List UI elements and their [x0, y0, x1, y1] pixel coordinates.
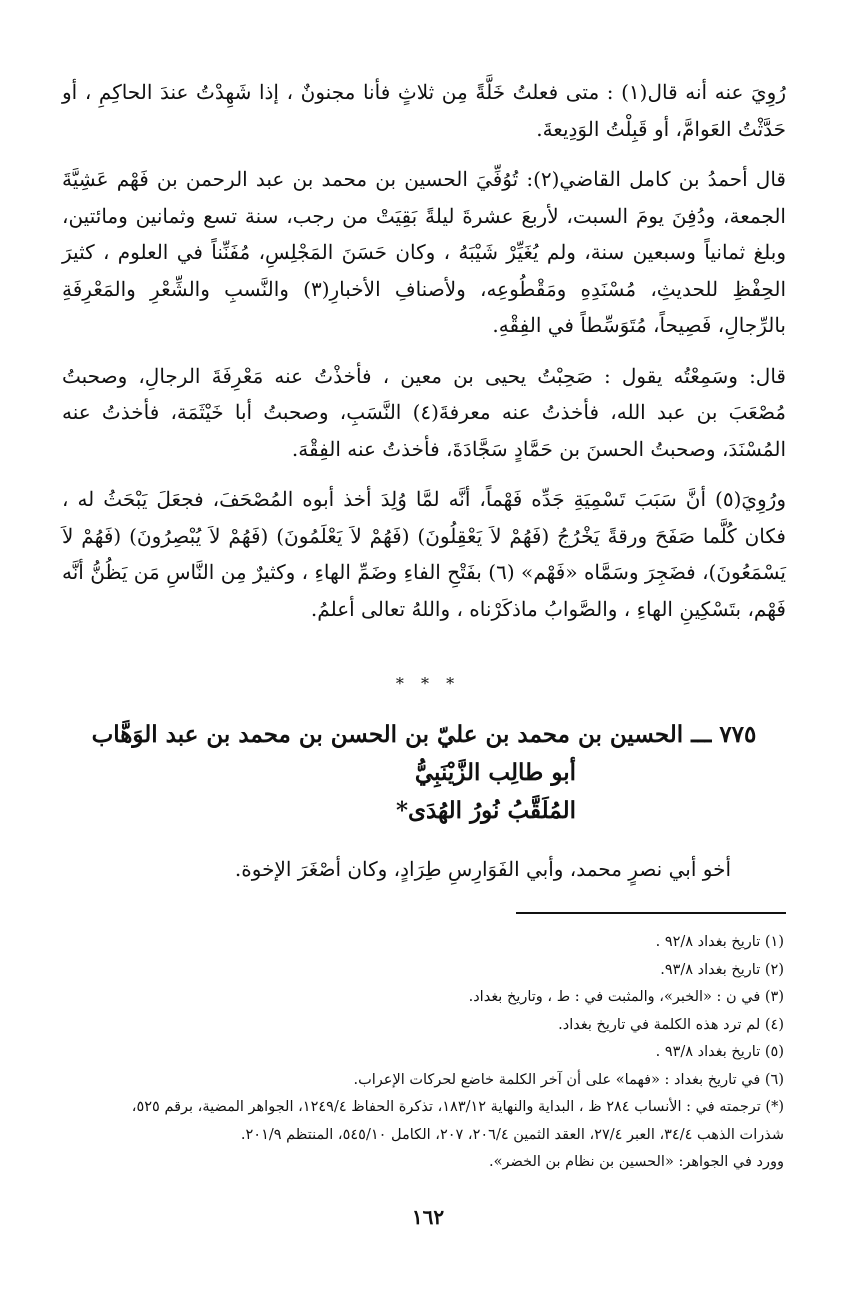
footnote: (١) تاريخ بغداد ٩٢/٨ .	[655, 934, 784, 950]
footnote-divider	[516, 912, 786, 914]
paragraph-name-origin: ورُوِيَ(٥) أنَّ سَبَبَ تَسْمِيَةِ جَدِّه فَهْماً، أنَّه لمَّا وُلِدَ أخذ أبوه المُصْحَفَ، فجعَلَ يَبْحَثُ له ، فكان كُلَّما صَفَحَ ورقةً يَخْرُجُ (فَهُمْ لاَ يَعْقِلُونَ) (فَهُمْ لاَ يَعْلَمُونَ) (فَهُمْ لاَ يُبْصِرُونَ) (فَهُمْ لاَ يَسْمَعُونَ)، فضَجِرَ وسَمَّاه «فَهْم» (٦) بفَتْحِ الفاءِ وضَمِّ الهاءِ ، وكثيرٌ مِن النَّاسِ مَن يَظُنُّ أنَّه فَهْم، بتَسْكِينِ الهاءِ ، والصَّوابُ ماذكَرْناه ، واللهُ تعالى أعلمُ.	[62, 487, 786, 621]
entry-kunya: أبو طالِب الزَّيْنَبِيُّ	[414, 759, 576, 786]
paragraph-teachers: قال: وسَمِعْتُه يقول : صَحِبْتُ يحيى بن معين ، فأخذْتُ عنه مَعْرِفَةَ الرجالِ، وصحبتُ مُصْعَبَ بن عبد الله، فأخذتُ عنه معرفةَ(٤) النَّسَبِ، وصحبتُ أبا خَيْثَمَة، فأخذتُ عنه المُسْنَدَ، وصحبتُ الحسنَ بن حَمَّادٍ سَجَّادَةَ، فأخذتُ عنه الفِقْهَ.	[62, 363, 786, 461]
footnote: (٤) لم ترد هذه الكلمة في تاريخ بغداد.	[558, 1016, 784, 1033]
footnote-continuation: شذرات الذهب ٣٤/٤، العبر ٢٧/٤، العقد الثمين ٢٠٦/٤، ٢٠٧، الكامل ٥٤٥/١٠، المنتظم ٢٠١/٩.	[240, 1126, 784, 1143]
footnote: (٦) في تاريخ بغداد : «فهما» على أن آخر الكلمة خاضع لحركات الإعراب.	[353, 1071, 784, 1088]
entry-description: أخو أبي نصرٍ محمد، وأبي الفَوَارِسِ طِرَادٍ، وكان أصْغَرَ الإخوة.	[234, 857, 731, 881]
paragraph-narration: رُوِيَ عنه أنه قال(١) : متى فعلتُ خَلَّةً مِن ثلاثٍ فأنا مجنونٌ ، إذا شَهِدْتُ عندَ الحاكِمِ ، أو حَدَّثْتُ العَوامَّ، أو قَبِلْتُ الوَدِيعةَ.	[62, 80, 786, 141]
biography-entry-heading	[62, 716, 786, 830]
footnote: (*) ترجمته في : الأنساب ٢٨٤ ظ ، البداية والنهاية ١٨٣/١٢، تذكرة الحفاظ ١٢٤٩/٤، الجواهر المضية، برقم ٥٢٥،	[131, 1099, 784, 1115]
footnotes	[62, 929, 784, 1177]
footnote: (٣) في ن : «الخبر»، والمثبت في : ط ، وتاريخ بغداد.	[468, 989, 784, 1005]
paragraph-death-report: قال أحمدُ بن كامل القاضي(٢): تُوُفِّيَ الحسين بن محمد بن عبد الرحمن بن فَهْم عَشِيَّةَ الجمعة، ودُفِنَ يومَ السبت، لأربعَ عشرةَ ليلةً بَقِيَتْ من رجب، سنة تسع وثمانين ومائتين، وبلغ ثمانياً وسبعين سنة، ولم يُغَيِّرْ شَيْبَهُ ، وكان حَسَنَ المَجْلِسِ، مُفَنِّناً في العلوم ، كثيرَ الحِفْظِ للحديثِ، مُسْنَدِهِ ومَقْطُوعِه، ولأصنافِ الأخبارِ(٣) والنَّسبِ والشِّعْرِ والمَعْرِفَةِ بالرِّجالِ، فَصِيحاً، مُتَوَسِّطاً في الفِقْهِ.	[62, 167, 786, 337]
footnote: (٥) تاريخ بغداد ٩٣/٨ .	[655, 1044, 784, 1060]
entry-title: ٧٧٥ ـــ الحسين بن محمد بن عليّ بن الحسن بن محمد بن عبد الوَهَّاب	[91, 721, 757, 748]
entry-laqab: المُلَقَّبُ نُورُ الهُدَى*	[395, 797, 576, 824]
main-text	[62, 74, 786, 641]
section-separator: * * *	[395, 674, 461, 693]
footnote: (٢) تاريخ بغداد ٩٣/٨.	[660, 961, 784, 978]
footnote-continuation: وورد في الجواهر: «الحسين بن نظام بن الخضر».	[489, 1154, 784, 1170]
page-number: ١٦٢	[411, 1205, 445, 1229]
